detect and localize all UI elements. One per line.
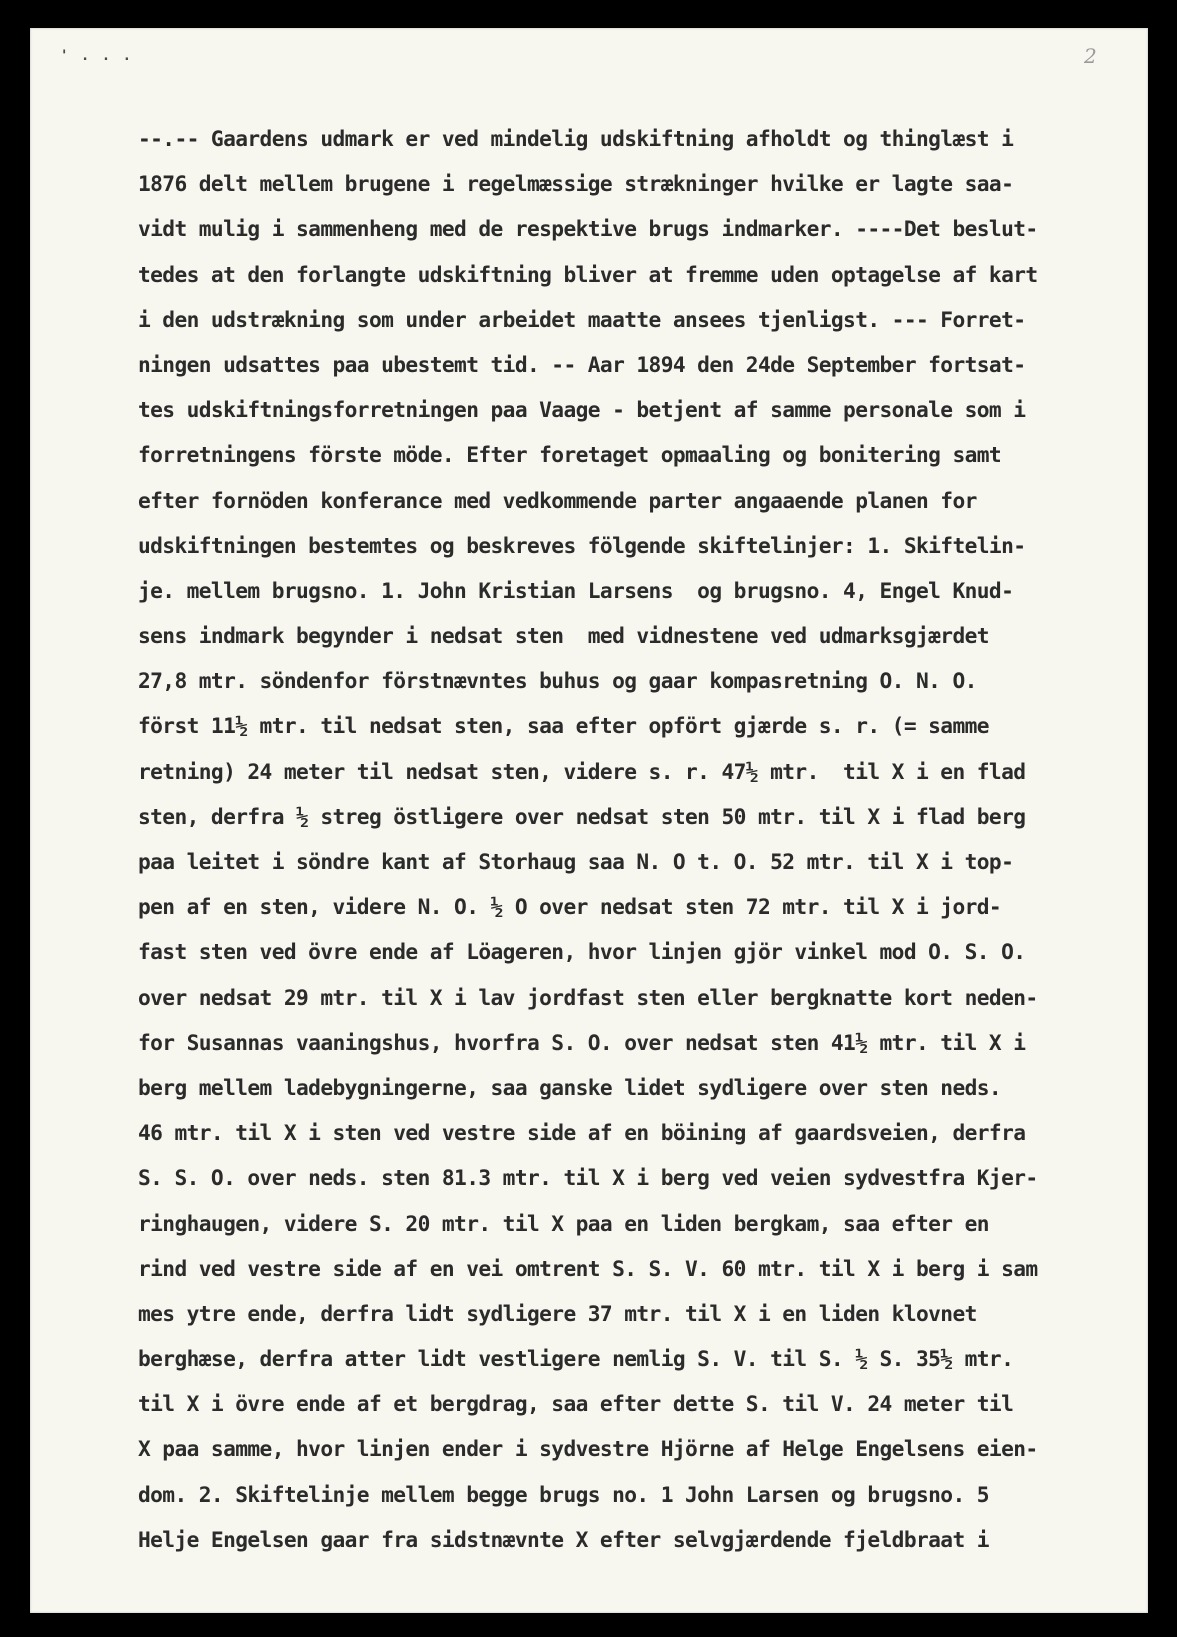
text-line: berghæse, derfra atter lidt vestligere nemlig S. V. til S. ½ S. 35½ mtr.	[138, 1346, 1014, 1372]
text-line: mes ytre ende, derfra lidt sydligere 37 mtr. til X i en liden klovnet	[138, 1300, 977, 1326]
text-line: X paa samme, hvor linjen ender i sydvestre Hjörne af Helge Engelsens eien-	[138, 1436, 1038, 1462]
text-line: berg mellem ladebygningerne, saa ganske lidet sydligere over sten neds.	[138, 1074, 1002, 1100]
text-line: over nedsat 29 mtr. til X i lav jordfast sten eller bergknatte kort neden-	[138, 984, 1038, 1010]
text-line: pen af en sten, videre N. O. ½ O over nedsat sten 72 mtr. til X i jord-	[138, 894, 1002, 920]
text-line: sens indmark begynder i nedsat sten med vidnestene ved udmarksgjærdet	[138, 623, 989, 649]
text-line: retning) 24 meter til nedsat sten, videre s. r. 47½ mtr. til X i en flad	[138, 758, 1026, 784]
text-line: efter fornöden konferance med vedkommende parter angaaende planen for	[138, 487, 977, 513]
text-line: til X i övre ende af et bergdrag, saa efter dette S. til V. 24 meter til	[138, 1391, 1014, 1417]
text-line: S. S. O. over neds. sten 81.3 mtr. til X i berg ved veien sydvestfra Kjer-	[138, 1165, 1038, 1191]
text-line: for Susannas vaaningshus, hvorfra S. O. over nedsat sten 41½ mtr. til X i	[138, 1029, 1026, 1055]
text-line: ningen udsattes paa ubestemt tid. -- Aar 1894 den 24de September fortsat-	[138, 351, 1026, 377]
text-line: först 11½ mtr. til nedsat sten, saa efter opfört gjærde s. r. (= samme	[138, 713, 989, 739]
text-line: ringhaugen, videre S. 20 mtr. til X paa en liden bergkam, saa efter en	[138, 1210, 989, 1236]
text-line: Helje Engelsen gaar fra sidstnævnte X efter selvgjærdende fjeldbraat i	[138, 1526, 989, 1552]
text-line: rind ved vestre side af en vei omtrent S. S. V. 60 mtr. til X i berg i sam	[138, 1255, 1038, 1281]
text-line: 1876 delt mellem brugene i regelmæssige strækninger hvilke er lagte saa-	[138, 171, 1014, 197]
page-number: 2	[1084, 44, 1097, 68]
text-line: udskiftningen bestemtes og beskreves fölgende skiftelinjer: 1. Skiftelin-	[138, 532, 1026, 558]
text-line: sten, derfra ½ streg östligere over nedsat sten 50 mtr. til X i flad berg	[138, 803, 1026, 829]
text-line: dom. 2. Skiftelinje mellem begge brugs no. 1 John Larsen og brugsno. 5	[138, 1481, 989, 1507]
top-margin-marks: ' . . .	[60, 48, 134, 64]
text-line: 46 mtr. til X i sten ved vestre side af en böining af gaardsveien, derfra	[138, 1120, 1026, 1146]
text-line: tedes at den forlangte udskiftning bliver at fremme uden optagelse af kart	[138, 261, 1038, 287]
text-line: paa leitet i söndre kant af Storhaug saa N. O t. O. 52 mtr. til X i top-	[138, 849, 1014, 874]
text-line: fast sten ved övre ende af Löageren, hvor linjen gjör vinkel mod O. S. O.	[138, 939, 1026, 965]
text-line: forretningens förste möde. Efter foretaget opmaaling og bonitering samt	[138, 442, 1002, 468]
typewritten-body	[138, 116, 1148, 1562]
text-line: --.-- Gaardens udmark er ved mindelig udskiftning afholdt og thinglæst i	[138, 126, 1014, 151]
text-line: 27,8 mtr. söndenfor förstnævntes buhus og gaar kompasretning O. N. O.	[138, 668, 977, 694]
text-line: vidt mulig i sammenheng med de respektive brugs indmarker. ----Det beslut-	[138, 216, 1038, 242]
text-line: i den udstrækning som under arbeidet maatte ansees tjenligst. --- Forret-	[138, 306, 1026, 332]
text-line: je. mellem brugsno. 1. John Kristian Larsens og brugsno. 4, Engel Knud-	[138, 577, 1014, 603]
text-line: tes udskiftningsforretningen paa Vaage - betjent af samme personale som i	[138, 397, 1026, 423]
